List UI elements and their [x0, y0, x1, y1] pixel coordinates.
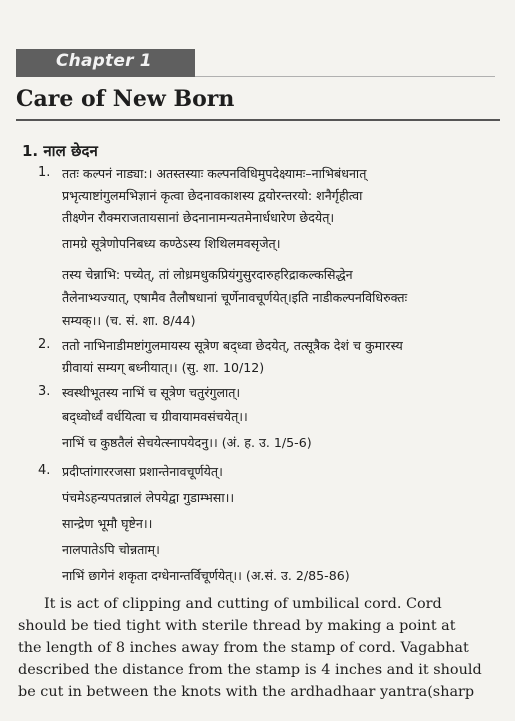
item-number: 1.	[38, 165, 51, 180]
page-title: Care of New Born	[16, 86, 235, 112]
verse-line: तीक्ष्णेन रौक्मराजतायसानां छेदनानामन्यतमेनार्धधारेण छेदयेत्।	[62, 210, 335, 225]
verse-line: प्रदीप्तांगाररजसा प्रशान्तेनावचूर्णयेत्।	[62, 464, 223, 479]
verse-line: तस्य चेन्नाभि: पच्येत्, तां लोध्रमधुकप्रियंगुसुरदारुहरिद्राकल्कसिद्धेन	[62, 267, 353, 282]
verse-line: ततः कल्पनं नाड्या:। अतस्तस्याः कल्पनविधिमुपदेक्ष्यामः–नाभिबंधनात्	[62, 166, 367, 181]
paragraph-line: described the distance from the stamp is 4 inches and it should	[18, 662, 482, 678]
paragraph-line: be cut in between the knots with the ardhadhaar yantra(sharp	[18, 684, 475, 700]
verse-line: ततो नाभिनाडीमष्टांगुलमायस्य सूत्रेण बद्ध्वा छेदयेत्, तत्सूत्रैक देशं च कुमारस्य	[62, 338, 403, 353]
title-divider	[16, 119, 500, 121]
paragraph-line: should be tied tight with sterile thread by making a point at	[18, 618, 456, 634]
verse-line: बद्ध्वोर्ध्वं वर्धयित्वा च ग्रीवायामवसंचयेत्।।	[62, 409, 248, 424]
verse-line: पंचमेऽहन्यपतन्नालं लेपयेद्वा गुडाम्भसा।।	[62, 490, 235, 505]
verse-line: नाभिं च कुष्ठतैलं सेचयेत्स्नापयेदनु।। (अं. ह. उ. 1/5-6)	[62, 435, 312, 450]
item-number: 2.	[38, 337, 51, 352]
verse-line: सम्यक्।। (च. सं. शा. 8/44)	[62, 313, 196, 328]
verse-line: ग्रीवायां सम्यग् बध्नीयात्।। (सु. शा. 10/12)	[62, 360, 265, 375]
verse-line: नालपातेऽपि चोन्नताम्।	[62, 542, 160, 557]
section-heading: 1. नाल छेदन	[22, 142, 98, 160]
item-number: 4.	[38, 463, 51, 478]
paragraph-line: It is act of clipping and cutting of umbilical cord. Cord	[44, 596, 442, 612]
verse-line: तामग्रे सूत्रेणोपनिबध्य कण्ठेऽस्य शिथिलमवसृजेत्।	[62, 236, 281, 251]
verse-line: नाभिं छागेनं शकृता दग्धेनान्तर्विचूर्णयेत्।। (अ.सं. उ. 2/85-86)	[62, 568, 350, 583]
chapter-rule	[195, 76, 495, 77]
item-number: 3.	[38, 384, 51, 399]
paragraph-line: the length of 8 inches away from the stamp of cord. Vagabhat	[18, 640, 469, 656]
verse-line: तैलेनाभ्यज्यात्, एषामैव तैलौषधानां चूर्णेनावचूर्णयेत्।इति नाडीकल्पनविधिरुक्तः	[62, 290, 408, 305]
chapter-label: Chapter 1	[56, 51, 152, 71]
verse-line: स्वस्थीभूतस्य नाभिं च सूत्रेण चतुरंगुलात्।	[62, 385, 241, 400]
verse-line: प्रभृत्याष्टांगुलमभिज्ञानं कृत्वा छेदनावकाशस्य द्वयोरन्तरयो: शनैर्गृहीत्वा	[62, 188, 363, 203]
verse-line: सान्द्रेण भूमौ घृष्टेन।।	[62, 516, 153, 531]
